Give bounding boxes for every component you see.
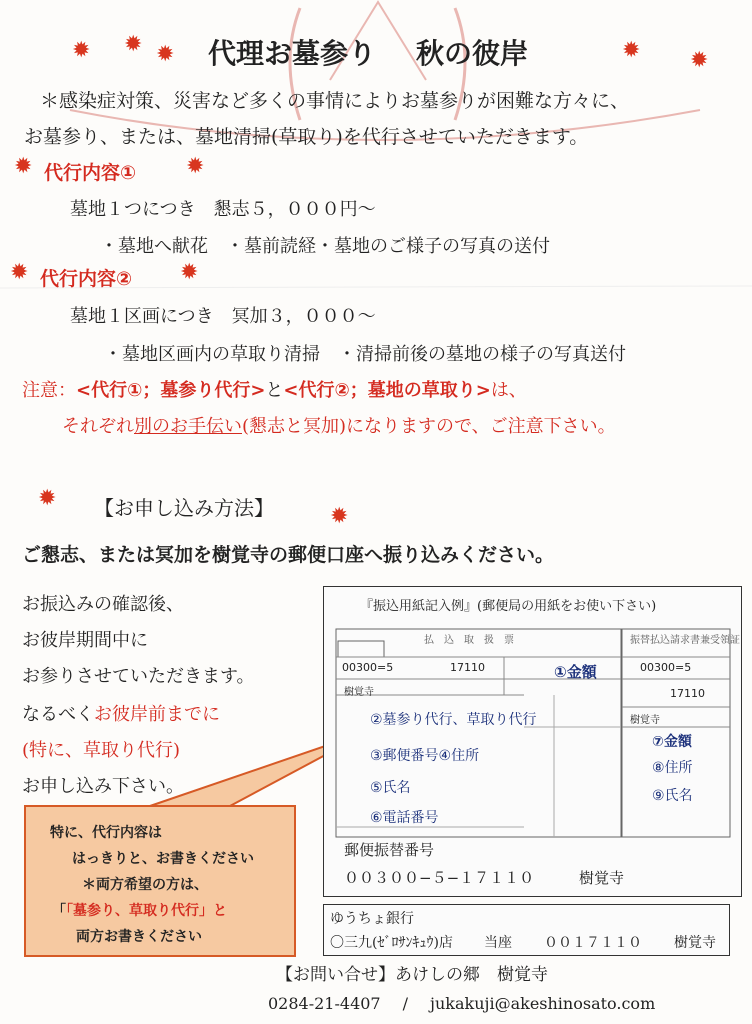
bank-branch: 〇三九(ｾﾞﾛｻﾝｷｭｳ)店 bbox=[330, 935, 453, 951]
service1-price: 墓地１つにつき 懇志５，０００円〜 bbox=[70, 199, 376, 220]
maple-leaf-icon: ✹ bbox=[186, 154, 205, 179]
intro-line-2: お墓参り、または、墓地清掃(草取り)を代行させていただきます。 bbox=[24, 126, 589, 148]
apply-line4-a: なるべく bbox=[22, 704, 94, 725]
form-field-1: ①金額 bbox=[554, 663, 597, 681]
form-title: 『振込用紙記入例』(郵便局の用紙をお使い下さい) bbox=[360, 599, 657, 614]
service2-price: 墓地１区画につき 冥加３，０００〜 bbox=[70, 306, 376, 327]
contact-label: 【お問い合せ】あけしの郷 樹覚寺 bbox=[276, 965, 548, 985]
notice-item1: <代行①；墓参り代行> bbox=[76, 380, 266, 401]
maple-leaf-icon: ✹ bbox=[690, 48, 709, 73]
notice-line-2 bbox=[62, 412, 616, 438]
apply-line-6: お申し込み下さい。 bbox=[22, 776, 184, 797]
postal-number: ００３００−５−１７１１０ bbox=[344, 869, 535, 887]
maple-leaf-icon: ✹ bbox=[180, 260, 199, 285]
maple-leaf-icon: ✹ bbox=[124, 32, 143, 57]
service1-heading: 代行内容① bbox=[44, 162, 137, 184]
form-field-6: ⑥電話番号 bbox=[370, 810, 439, 826]
title-main: 代理お墓参り bbox=[208, 37, 377, 70]
apply-line-3: お参りさせていただきます。 bbox=[22, 666, 255, 687]
callout-line4-text: 「墓参り、草取り代行」と bbox=[66, 903, 227, 919]
title-sub: 秋の彼岸 bbox=[416, 37, 529, 70]
form-right-header: 振替払込請求書兼受領証 bbox=[630, 635, 740, 646]
maple-leaf-icon: ✹ bbox=[72, 38, 91, 63]
callout-line-3: ＊両方希望の方は、 bbox=[82, 877, 208, 893]
apply-heading: 【お申し込み方法】 bbox=[94, 496, 274, 520]
apply-line4-b: お彼岸前までに bbox=[94, 704, 220, 725]
notice-label: 注意： bbox=[22, 380, 76, 401]
maple-leaf-icon: ✹ bbox=[10, 260, 29, 285]
apply-line-1: お振込みの確認後、 bbox=[22, 594, 184, 615]
contact-phone: 0284-21-4407 bbox=[268, 994, 381, 1013]
maple-leaf-icon: ✹ bbox=[622, 38, 641, 63]
bank-info-box bbox=[323, 904, 730, 956]
form-field-5: ⑤氏名 bbox=[370, 780, 411, 796]
form-account-left: 00300=5 bbox=[342, 661, 394, 674]
maple-leaf-icon: ✹ bbox=[330, 504, 349, 529]
notice-wa: は、 bbox=[490, 380, 527, 401]
contact-line bbox=[268, 994, 655, 1013]
maple-leaf-icon: ✹ bbox=[156, 42, 175, 67]
form-account-mid: 17110 bbox=[450, 661, 485, 674]
service1-details: ・墓地へ献花 ・墓前読経・墓地のご様子の写真の送付 bbox=[100, 236, 550, 257]
postal-name: 樹覚寺 bbox=[579, 869, 625, 887]
service2-heading: 代行内容② bbox=[40, 268, 133, 290]
callout-line-5: 両方お書きください bbox=[76, 929, 202, 945]
form-name-small: 樹覚寺 bbox=[344, 687, 374, 698]
form-field-3: ③郵便番号④住所 bbox=[370, 748, 480, 764]
bank-number: ００１７１１０ bbox=[544, 935, 642, 951]
transfer-form-example bbox=[323, 586, 742, 897]
callout-line-1: 特に、代行内容は bbox=[50, 825, 162, 841]
notice-line-1 bbox=[22, 376, 527, 402]
notice-line2-c: (懇志と冥加)になりますので、ご注意下さい。 bbox=[242, 416, 616, 437]
notice-and: と bbox=[265, 380, 284, 401]
maple-leaf-icon: ✹ bbox=[38, 486, 57, 511]
form-account-right2: 17110 bbox=[670, 687, 705, 700]
form-field-8: ⑧住所 bbox=[652, 760, 693, 776]
callout-line-2: はっきりと、お書きください bbox=[72, 851, 254, 867]
service2-details: ・墓地区画内の草取り清掃 ・清掃前後の墓地の様子の写真送付 bbox=[104, 344, 626, 365]
apply-line-2: お彼岸期間中に bbox=[22, 630, 148, 651]
form-field-9: ⑨氏名 bbox=[652, 788, 693, 804]
bank-holder: 樹覚寺 bbox=[674, 935, 716, 951]
form-name-small-right: 樹覚寺 bbox=[630, 715, 660, 726]
postal-label: 郵便振替番号 bbox=[344, 841, 435, 859]
notice-line2-a: それぞれ bbox=[62, 416, 134, 437]
bank-type: 当座 bbox=[484, 935, 512, 951]
contact-email[interactable]: jukakuji@akeshinosato.com bbox=[430, 994, 656, 1013]
apply-line-4 bbox=[22, 700, 220, 726]
notice-item2: <代行②；墓地の草取り> bbox=[283, 380, 491, 401]
bank-name: ゆうちょ銀行 bbox=[330, 911, 414, 927]
callout-line-4: 「「墓参り、草取り代行」と bbox=[52, 903, 227, 919]
maple-leaf-icon: ✹ bbox=[14, 154, 33, 179]
form-field-7: ⑦金額 bbox=[652, 734, 692, 750]
contact-sep: / bbox=[402, 994, 408, 1013]
page-title bbox=[208, 32, 528, 72]
form-account-right1: 00300=5 bbox=[640, 661, 692, 674]
apply-line-5: (特に、草取り代行) bbox=[22, 740, 181, 761]
intro-line-1: ＊感染症対策、災害など多くの事情によりお墓参りが困難な方々に、 bbox=[40, 90, 630, 112]
form-header: 払 込 取 扱 票 bbox=[424, 635, 514, 646]
notice-line2-b: 別のお手伝い bbox=[134, 416, 242, 437]
form-field-2: ②墓参り代行、草取り代行 bbox=[370, 712, 537, 728]
apply-instruction: ご懇志、または冥加を樹覚寺の郵便口座へ振り込みください。 bbox=[22, 544, 555, 566]
